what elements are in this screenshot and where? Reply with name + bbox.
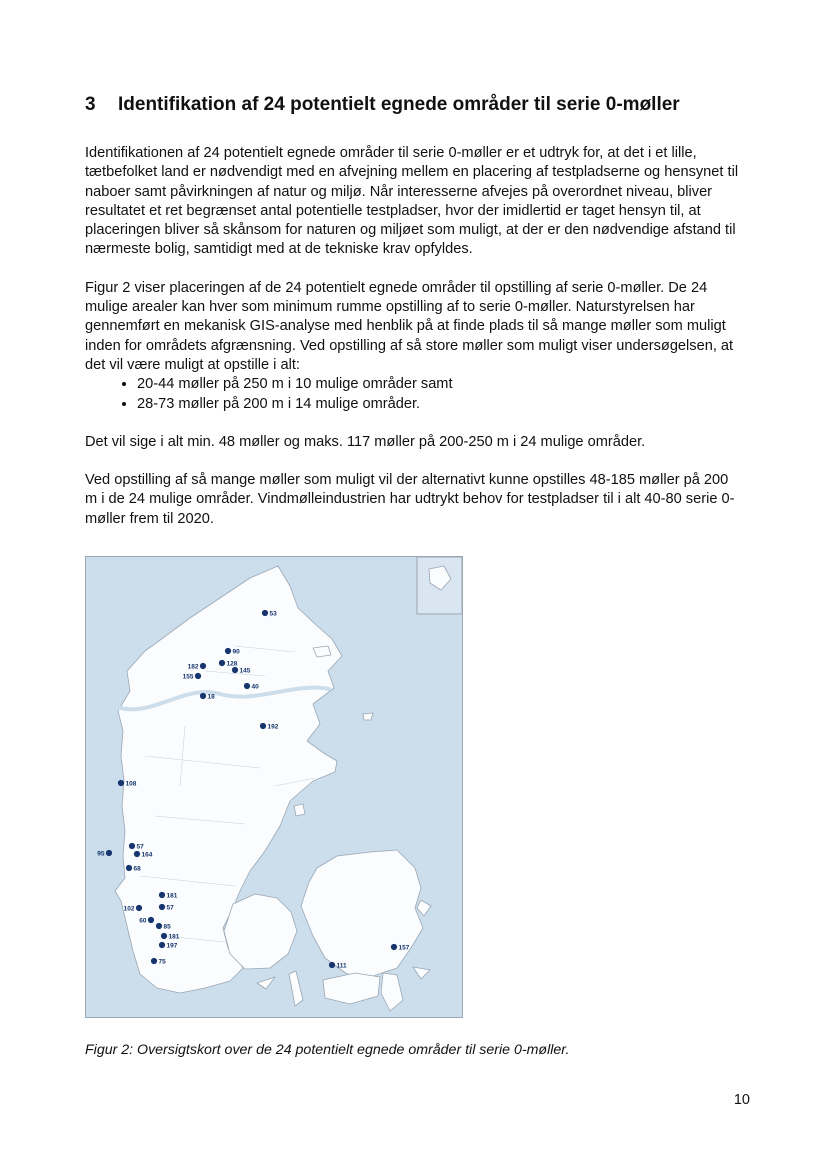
map-marker-label: 157 — [398, 944, 410, 952]
map-marker-label: 155 — [182, 673, 194, 681]
map-marker-label: 145 — [239, 667, 251, 675]
map-marker-label: 18 — [207, 693, 215, 701]
section-heading — [85, 92, 743, 117]
map-marker-dot — [129, 843, 135, 849]
map-marker-label: 95 — [97, 850, 105, 858]
map-marker-label: 192 — [267, 723, 279, 731]
map-marker-dot — [151, 958, 157, 964]
figure-caption: Figur 2: Oversigtskort over de 24 potentielt egnede områder til serie 0-møller. — [85, 1042, 570, 1059]
map-marker-label: 90 — [232, 648, 240, 656]
map-marker-label: 111 — [336, 962, 347, 970]
map-marker-dot — [200, 663, 206, 669]
map-marker-dot — [262, 610, 268, 616]
map-marker-dot — [159, 904, 165, 910]
map-marker-label: 182 — [187, 663, 199, 671]
map-marker-label: 85 — [163, 923, 171, 931]
map-marker-label: 53 — [269, 610, 277, 618]
map-marker-label: 128 — [226, 660, 238, 668]
map-marker-dot — [161, 933, 167, 939]
map-marker-dot — [232, 667, 238, 673]
map-marker-label: 57 — [136, 843, 144, 851]
map-marker-label: 102 — [123, 905, 135, 913]
bullet-item: • 20-44 møller på 250 m i 10 mulige områder samt — [137, 375, 743, 394]
map-marker-label: 108 — [125, 780, 137, 788]
paragraph-summary: Det vil sige i alt min. 48 møller og maks. 117 møller på 200-250 m i 24 mulige områder. — [85, 433, 646, 450]
paragraph-figur2: Figur 2 viser placeringen af de 24 potentielt egnede områder til opstilling af serie 0-møller. De 24 mulige arealer kan hver som minimum rumme opstilling af to serie 0-møller. Naturstyrelsen har gennemført en mekanisk GIS-analyse med henblik på at finde plads til så mange møller som muligt inden for områdets afgrænsning. Ved opstilling af så store møller som muligt viser undersøgelsen, at det vil være muligt at opstille i alt: — [85, 279, 734, 373]
map-marker-dot — [148, 917, 154, 923]
bullet-item: • 28-73 møller på 200 m i 14 mulige områder. — [137, 395, 743, 414]
map-marker-dot — [391, 944, 397, 950]
map-marker-dot — [118, 780, 124, 786]
map-marker-dot — [219, 660, 225, 666]
denmark-map-svg — [85, 556, 463, 1018]
map-marker-dot — [260, 723, 266, 729]
map-marker-dot — [225, 648, 231, 654]
map-of-denmark — [85, 556, 463, 1018]
map-marker-dot — [200, 693, 206, 699]
map-marker-dot — [195, 673, 201, 679]
paragraph-alternative: Ved opstilling af så mange møller som muligt vil der alternativt kunne opstilles 48-185 møller på 200 m i de 24 mulige områder. Vindmølleindustrien har udtrykt behov for testpladser til i alt 40-80 serie 0-møller frem til 2020. — [85, 472, 735, 527]
map-marker-dot — [244, 683, 250, 689]
map-marker-label: 181 — [168, 933, 180, 941]
paragraph-intro: Identifikationen af 24 potentielt egnede områder til serie 0-møller er et udtryk for, at det i et lille, tætbefolket land er nødvendigt med en afvejning mellem en placering af testpladserne og hensynet til naboer samt påvirkningen af natur og miljø. Når interesserne afvejes på overordnet niveau, bliver resultatet et ret begrænset antal potentielle testpladser, hvor der imidlertid er taget hensyn til, at placeringen bliver så skånsom for naturen og miljøet som muligt, at der er den nødvendige afstand til nærmeste bolig, samtidigt med at de tekniske krav opfyldes. — [85, 145, 739, 258]
page-number: 10 — [733, 1092, 750, 1108]
map-marker-label: 181 — [166, 892, 178, 900]
bullet-list — [85, 375, 743, 414]
map-marker-dot — [329, 962, 335, 968]
samsoe-island — [294, 804, 305, 816]
section-number: 3 — [85, 94, 96, 115]
page-content — [85, 92, 743, 1058]
map-marker-label: 40 — [251, 683, 259, 691]
map-marker-label: 164 — [141, 851, 153, 859]
map-marker-label: 68 — [133, 865, 141, 873]
map-marker-dot — [106, 850, 112, 856]
map-marker-label: 197 — [166, 942, 178, 950]
map-marker-dot — [134, 851, 140, 857]
anholt-island — [363, 713, 373, 720]
map-marker-label: 60 — [139, 917, 147, 925]
map-marker-dot — [136, 905, 142, 911]
map-marker-dot — [159, 942, 165, 948]
map-marker-label: 57 — [166, 904, 174, 912]
map-marker-label: 75 — [158, 958, 166, 966]
section-title: Identifikation af 24 potentielt egnede områder til serie 0-møller — [118, 94, 680, 115]
figure-map — [85, 556, 743, 1058]
map-marker-dot — [159, 892, 165, 898]
map-marker-dot — [156, 923, 162, 929]
map-marker-dot — [126, 865, 132, 871]
